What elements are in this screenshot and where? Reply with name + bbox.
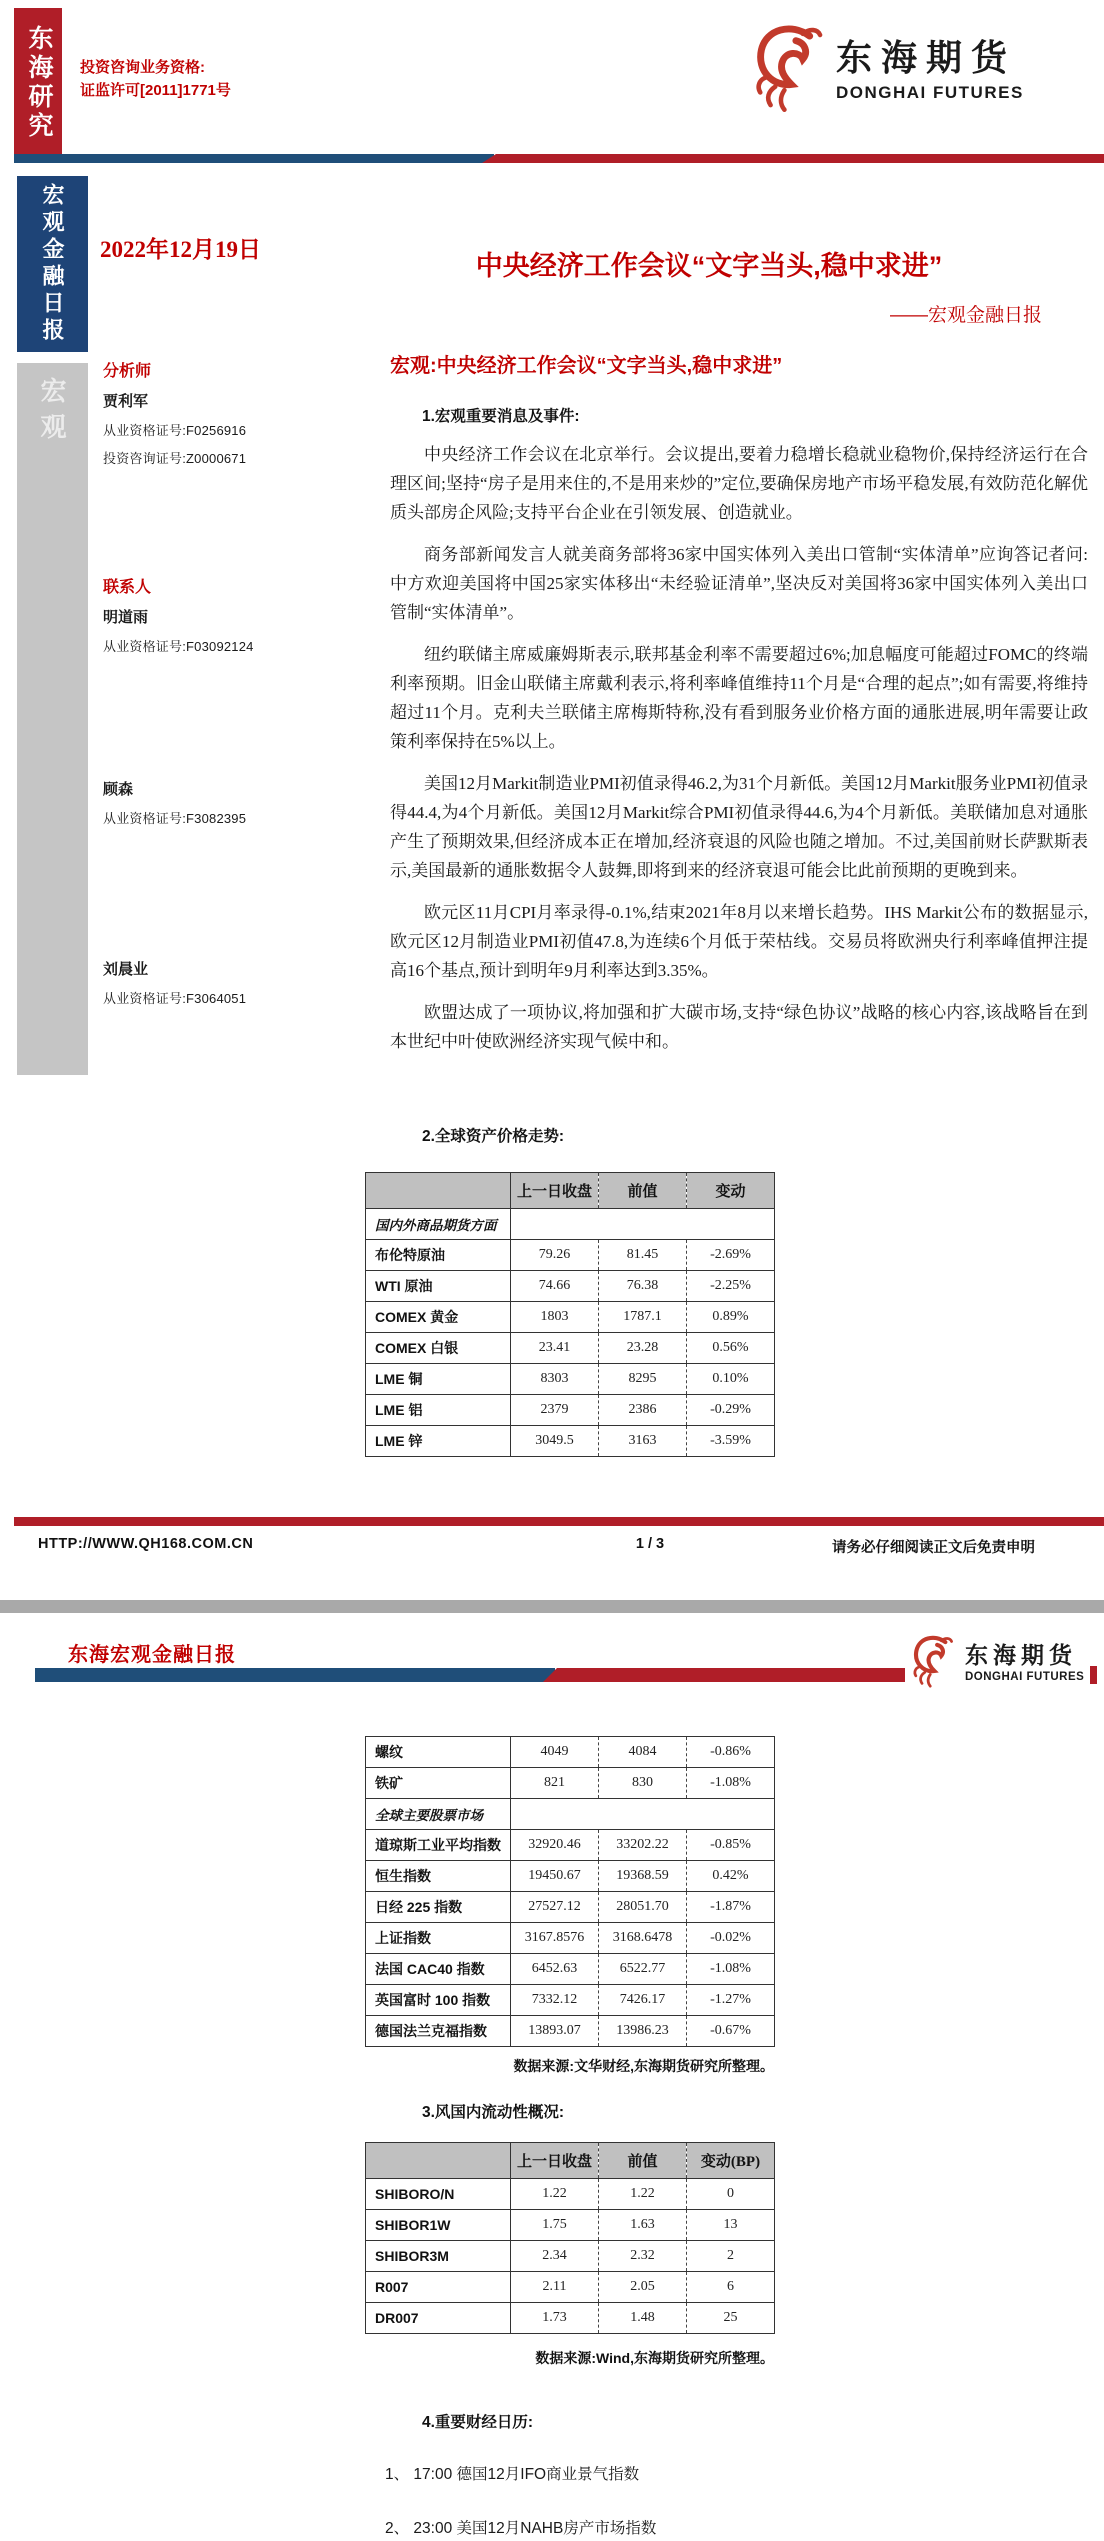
contact-name-3: 刘晨业 [103, 961, 149, 978]
header-close: 上一日收盘 [511, 2143, 599, 2179]
paragraph: 欧盟达成了一项协议,将加强和扩大碳市场,支持“绿色协议”战略的核心内容,该战略旨在到本世纪中叶使欧洲经济实现气候中和。 [390, 1003, 1088, 1051]
row-close: 32920.46 [511, 1830, 599, 1861]
row-label: 日经 225 指数 [366, 1892, 511, 1923]
news-paragraphs [390, 440, 1088, 1112]
footer-divider [14, 1517, 1104, 1526]
row-label: R007 [366, 2272, 511, 2303]
contact-name-2: 顾森 [103, 781, 134, 798]
row-close: 8303 [511, 1364, 599, 1395]
header-empty [366, 1173, 511, 1209]
report-title: 中央经济工作会议“文字当头,稳中求进” [475, 251, 943, 281]
contact-block-3 [103, 958, 278, 1007]
row-label: LME 铝 [366, 1395, 511, 1426]
row-chg: -0.67% [687, 2016, 775, 2047]
table-row [366, 1892, 775, 1923]
row-prev: 1.22 [599, 2179, 687, 2210]
row-close: 1803 [511, 1302, 599, 1333]
asset-price-table-continued [365, 1736, 775, 2047]
section-equities: 全球主要股票市场 [366, 1799, 511, 1830]
table-row [366, 1954, 775, 1985]
paragraph: 美国12月Markit制造业PMI初值录得46.2,为31个月新低。美国12月Markit服务业PMI初值录得44.4,为4个月新低。美国12月Markit综合PMI初值录得44.6,为4个月新低。美联储加息对通胀产生了预期效果,但经济成本正在增加,经济衰退的风险也随之增加。不过,美国前财长萨默斯表示,美国最新的通胀数据令人鼓舞,即将到来的经济衰退可能会比此前预期的更晚到来。 [390, 774, 1088, 880]
row-label: 德国法兰克福指数 [366, 2016, 511, 2047]
row-chg: 0.89% [687, 1302, 775, 1333]
row-close: 23.41 [511, 1333, 599, 1364]
data-source-caption-assets: 数据来源:文华财经,东海期货研究所整理。 [513, 2058, 774, 2074]
row-chg: -2.25% [687, 1271, 775, 1302]
brand-name-en: DONGHAI FUTURES [965, 1671, 1085, 1683]
calendar-item-2: 2、 23:00 美国12月NAHB房产市场指数 [385, 2520, 657, 2537]
row-close: 13893.07 [511, 2016, 599, 2047]
row-label: SHIBORO/N [366, 2179, 511, 2210]
row-close: 1.73 [511, 2303, 599, 2334]
row-prev: 19368.59 [599, 1861, 687, 1892]
row-chg: 13 [687, 2210, 775, 2241]
table-header-row [366, 2143, 775, 2179]
table-row [366, 1830, 775, 1861]
dragon-logo-icon [752, 20, 826, 112]
heading-news: 1.宏观重要消息及事件: [422, 408, 580, 425]
qualification-line1: 投资咨询业务资格: [80, 59, 205, 76]
row-label: SHIBOR1W [366, 2210, 511, 2241]
row-chg: -0.86% [687, 1737, 775, 1768]
table-row [366, 1768, 775, 1799]
brand-name-en: DONGHAI FUTURES [836, 82, 1024, 102]
row-chg: 2 [687, 2241, 775, 2272]
analyst-cert-1: 从业资格证号:F0256916 [103, 423, 247, 438]
section-filler [511, 1799, 775, 1830]
heading-assets: 2.全球资产价格走势: [422, 1128, 565, 1145]
contact-block-2 [103, 778, 278, 827]
analyst-role-label: 分析师 [103, 363, 152, 380]
table-section-row [366, 1209, 775, 1240]
row-prev: 2386 [599, 1395, 687, 1426]
contact-block-1 [103, 574, 278, 655]
table-row [366, 1302, 775, 1333]
heading-liquidity: 3.风国内流动性概况: [422, 2104, 565, 2121]
table-row [366, 1395, 775, 1426]
row-chg: -1.08% [687, 1768, 775, 1799]
row-close: 2.34 [511, 2241, 599, 2272]
table-row [366, 1426, 775, 1457]
row-prev: 6522.77 [599, 1954, 687, 1985]
page2-divider-blue [35, 1668, 555, 1682]
row-prev: 23.28 [599, 1333, 687, 1364]
row-close: 7332.12 [511, 1985, 599, 2016]
row-chg: -0.29% [687, 1395, 775, 1426]
header-prev: 前值 [599, 2143, 687, 2179]
row-label: 法国 CAC40 指数 [366, 1954, 511, 1985]
row-prev: 7426.17 [599, 1985, 687, 2016]
section-heading: 宏观:中央经济工作会议“文字当头,稳中求进” [390, 355, 783, 377]
contact-cert-3: 从业资格证号:F3064051 [103, 991, 247, 1006]
row-prev: 33202.22 [599, 1830, 687, 1861]
heading-calendar: 4.重要财经日历: [422, 2414, 534, 2431]
row-prev: 1.63 [599, 2210, 687, 2241]
row-close: 6452.63 [511, 1954, 599, 1985]
header-chg-bp: 变动(BP) [687, 2143, 775, 2179]
data-source-caption-liquidity: 数据来源:Wind,东海期货研究所整理。 [535, 2350, 774, 2366]
row-label: WTI 原油 [366, 1271, 511, 1302]
table-row [366, 2272, 775, 2303]
row-label: LME 锌 [366, 1426, 511, 1457]
footer-url: HTTP://WWW.QH168.COM.CN [38, 1536, 254, 1552]
row-chg: 25 [687, 2303, 775, 2334]
section-commodities: 国内外商品期货方面 [366, 1209, 511, 1240]
table-row [366, 1364, 775, 1395]
table-row [366, 1737, 775, 1768]
row-close: 3049.5 [511, 1426, 599, 1457]
table-row [366, 1985, 775, 2016]
table-row [366, 1240, 775, 1271]
row-chg: -0.02% [687, 1923, 775, 1954]
analyst-cert-2: 投资咨询证号:Z0000671 [103, 451, 247, 466]
row-close: 821 [511, 1768, 599, 1799]
row-label: 铁矿 [366, 1768, 511, 1799]
row-label: 布伦特原油 [366, 1240, 511, 1271]
analyst-name: 贾利军 [103, 393, 149, 410]
row-label: 英国富时 100 指数 [366, 1985, 511, 2016]
row-close: 3167.8576 [511, 1923, 599, 1954]
row-close: 4049 [511, 1737, 599, 1768]
table-row [366, 1271, 775, 1302]
table-row [366, 2210, 775, 2241]
table-row [366, 1333, 775, 1364]
table-row [366, 2179, 775, 2210]
row-label: DR007 [366, 2303, 511, 2334]
brand-name-cn: 东海期货 [965, 1643, 1077, 1668]
row-chg: -2.69% [687, 1240, 775, 1271]
row-close: 1.75 [511, 2210, 599, 2241]
table-header-row [366, 1173, 775, 1209]
analyst-block [103, 358, 278, 467]
row-chg: 0 [687, 2179, 775, 2210]
qualification-line2: 证监许可[2011]1771号 [80, 82, 231, 99]
header-empty [366, 2143, 511, 2179]
table-section-row [366, 1799, 775, 1830]
header-prev: 前值 [599, 1173, 687, 1209]
row-chg: 0.56% [687, 1333, 775, 1364]
row-chg: 6 [687, 2272, 775, 2303]
report-subtitle: ——宏观金融日报 [889, 305, 1042, 326]
row-chg: -1.87% [687, 1892, 775, 1923]
row-chg: -3.59% [687, 1426, 775, 1457]
row-label: SHIBOR3M [366, 2241, 511, 2272]
row-prev: 1.48 [599, 2303, 687, 2334]
row-prev: 2.32 [599, 2241, 687, 2272]
paragraph: 中央经济工作会议在北京举行。会议提出,要着力稳增长稳就业稳物价,保持经济运行在合理区间;坚持“房子是用来住的,不是用来炒的”定位,要确保房地产市场平稳发展,有效防范化解优质头部房企风险;支持平台企业在引领发展、创造就业。 [390, 445, 1088, 522]
row-close: 19450.67 [511, 1861, 599, 1892]
row-prev: 28051.70 [599, 1892, 687, 1923]
table-row [366, 2303, 775, 2334]
research-banner-label: 东海研究 [25, 25, 52, 141]
row-label: COMEX 黄金 [366, 1302, 511, 1333]
contact-cert-2: 从业资格证号:F3082395 [103, 811, 247, 826]
section-filler [511, 1209, 775, 1240]
brand-name-cn: 东海期货 [836, 37, 1017, 78]
row-label: 恒生指数 [366, 1861, 511, 1892]
report-date: 2022年12月19日 [100, 237, 261, 262]
row-prev: 4084 [599, 1737, 687, 1768]
row-close: 79.26 [511, 1240, 599, 1271]
company-logo [752, 20, 1024, 112]
row-label: 道琼斯工业平均指数 [366, 1830, 511, 1861]
row-close: 1.22 [511, 2179, 599, 2210]
row-close: 74.66 [511, 1271, 599, 1302]
row-prev: 830 [599, 1768, 687, 1799]
table-row [366, 1923, 775, 1954]
category-banner [17, 363, 88, 1075]
header-divider-red [482, 154, 1104, 163]
page2-divider-red [543, 1668, 908, 1682]
header-close: 上一日收盘 [511, 1173, 599, 1209]
table-row [366, 2241, 775, 2272]
table-row [366, 1861, 775, 1892]
row-prev: 81.45 [599, 1240, 687, 1271]
paragraph: 商务部新闻发言人就美商务部将36家中国实体列入美出口管制“实体清单”应询答记者问:中方欢迎美国将中国25家实体移出“未经验证清单”,坚决反对美国将36家中国实体列入美出口管制“实体清单”。 [390, 545, 1088, 622]
row-prev: 8295 [599, 1364, 687, 1395]
row-close: 2.11 [511, 2272, 599, 2303]
page-separator [0, 1600, 1104, 1613]
paragraph: 纽约联储主席威廉姆斯表示,联邦基金利率不需要超过6%;加息幅度可能超过FOMC的终端利率预期。旧金山联储主席戴利表示,将利率峰值维持11个月是“合理的起点”;如有需要,将维持超过11个月。克利夫兰联储主席梅斯特称,没有看到服务业价格方面的通胀进展,明年需要让政策利率保持在5%以上。 [390, 645, 1088, 751]
row-label: COMEX 白银 [366, 1333, 511, 1364]
row-chg: 0.10% [687, 1364, 775, 1395]
row-chg: 0.42% [687, 1861, 775, 1892]
calendar-item-1: 1、 17:00 德国12月IFO商业景气指数 [385, 2466, 640, 2483]
row-chg: -1.27% [687, 1985, 775, 2016]
row-label: 螺纹 [366, 1737, 511, 1768]
row-close: 27527.12 [511, 1892, 599, 1923]
row-close: 2379 [511, 1395, 599, 1426]
logo-text [836, 30, 1024, 103]
logo-text [965, 1637, 1084, 1683]
page2-header-title: 东海宏观金融日报 [68, 1644, 236, 1666]
qualification-note [80, 56, 231, 102]
paragraph: 欧元区11月CPI月率录得-0.1%,结束2021年8月以来增长趋势。IHS Markit公布的数据显示,欧元区12月制造业PMI初值47.8,为连续6个月低于荣枯线。交易员将欧洲央行利率峰值押注提高16个基点,预计到明年9月利率达到3.35%。 [390, 903, 1088, 980]
contact-role-label: 联系人 [103, 579, 152, 596]
row-chg: -0.85% [687, 1830, 775, 1861]
row-prev: 1787.1 [599, 1302, 687, 1333]
asset-price-table [365, 1172, 775, 1457]
report-type-label: 宏观金融日报 [40, 183, 65, 345]
contact-cert-1: 从业资格证号:F03092124 [103, 639, 254, 654]
company-logo-small [905, 1628, 1090, 1692]
contact-name-1: 明道雨 [103, 609, 149, 626]
footer-page-number: 1 / 3 [635, 1536, 665, 1552]
row-chg: -1.08% [687, 1954, 775, 1985]
row-prev: 76.38 [599, 1271, 687, 1302]
category-label: 宏观 [37, 377, 67, 449]
row-label: LME 铜 [366, 1364, 511, 1395]
row-prev: 2.05 [599, 2272, 687, 2303]
research-banner [14, 8, 62, 158]
dragon-logo-icon [911, 1632, 955, 1688]
header-divider-blue [14, 154, 494, 163]
liquidity-table [365, 2142, 775, 2334]
row-prev: 13986.23 [599, 2016, 687, 2047]
report-type-banner [17, 176, 88, 352]
table-row [366, 2016, 775, 2047]
row-label: 上证指数 [366, 1923, 511, 1954]
row-prev: 3168.6478 [599, 1923, 687, 1954]
footer-disclaimer: 请务必仔细阅读正文后免责申明 [832, 1540, 1035, 1556]
header-chg: 变动 [687, 1173, 775, 1209]
row-prev: 3163 [599, 1426, 687, 1457]
